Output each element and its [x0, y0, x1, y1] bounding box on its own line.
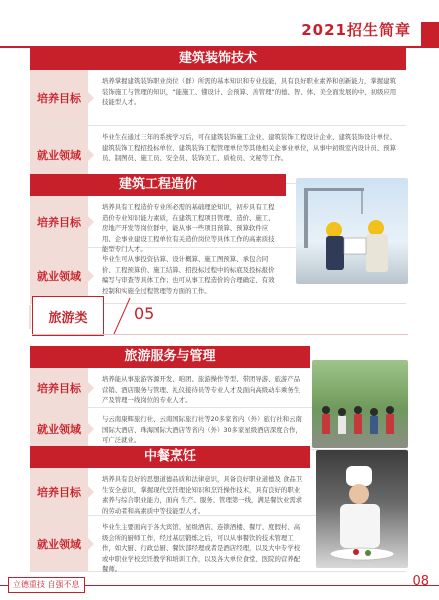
job-text: 毕业生主要面向于各大宾馆、星级酒店、连锁酒楼、餐厅、度假村、高级会所的厨师工作，经过基层锻炼之后，可以从事餐饮的技术管理工作，如大厨、行政总厨、餐饮部经理或者是酒店经理，以及大中专学校或中职业学校烹饪教学和培训工作，以及各大单位食堂、医院的营养配餐师。	[102, 523, 301, 573]
footer-motto: 立德重技 自强不息	[8, 577, 85, 593]
tour-group-photo	[312, 360, 408, 448]
goal-text: 培养具有工程造价专业所必需的基础理论知识，初步具有工程造价专业知识能力素质，在建筑工程项目管理、造价、施工、房地产开发等岗位群中，能从事一些项目预算、预算软件应用、企事业建设工程单位有关造价岗位等具体工作的高素质技能型专门人才。	[102, 203, 275, 253]
job-text: 与云南康辉旅行社、云南国际旅行社等20多家省内（外）旅行社和云南国际大酒店、珠海国际大酒店等省内（外）30多家星级酒店深度合作，可广泛就业。	[102, 415, 302, 444]
goal-text: 培养具有良好的思想道德品质和法律意识，具备良好职业道德及 食品卫生安全意识，掌握现代烹饪理论知识和烹饪操作技术，具有良好的职业素养与综合职业能力，面向 生产、服务、管理第一线，满足餐饮业需求的劳动者和高素质中等技能型人才。	[102, 475, 303, 515]
header-title: 2021招生简章	[301, 21, 411, 39]
goal-text: 培养能从事旅游客源开发、咱团、旅游操作等型、带团导游、旅游产品营销、酒店服务与管理、礼仪接待员等专业人才及面向高级动车乘务生产及管理一线岗位的专业人才。	[102, 375, 301, 404]
construction-workers-photo	[296, 178, 408, 284]
section-title: 中餐烹饪	[30, 446, 310, 468]
goal-text: 培养掌握建筑装饰职业岗位（群）所需的基本知识和专业技能，具有良好职业素养和创新能力，掌握建筑装饰施工与管理的知识，“能施工、懂设计、会预算、善管理”的德、智、体、美全面发展的中、初级应用技能型人才。	[102, 77, 397, 106]
job-text: 毕业生可从事投资估算、设计概算、施工图预算、承包合同价、工程预算价、施工结算、招投标过程中的标底及投标报价编写与审查等具体工作；也可从事工程造价的合理确定、有效控制和实施全过程管理等方面的工作。	[102, 255, 275, 295]
chef-photo	[316, 450, 408, 568]
job-label: 就业领域	[30, 516, 88, 571]
goal-label: 培养目标	[30, 196, 88, 247]
category-underline	[32, 334, 408, 335]
job-text: 毕业生在通过三年的系统学习后，可在建筑装饰施工企业、建筑装饰工程设计企业、建筑装饰设计单位、建筑装饰工程招投标单位、建筑装饰工程管理单位等其他相关企事业单位，从事中初级室内设计员、预算员、制图员、施工员、安全员、装饰美工、质检员、文秘等工作。	[102, 133, 396, 162]
chef-illustration	[316, 450, 408, 568]
page-number: 08	[412, 574, 429, 589]
page-header	[0, 14, 439, 42]
category-tourism	[32, 296, 408, 336]
category-divider-icon	[106, 296, 136, 336]
section-title: 建筑装饰技术	[30, 48, 406, 70]
job-label: 就业领域	[30, 408, 88, 449]
goal-label: 培养目标	[30, 70, 88, 125]
goal-row	[30, 70, 406, 126]
goal-label: 培养目标	[30, 468, 88, 515]
section-title: 建筑工程造价	[30, 174, 286, 196]
goal-label: 培养目标	[30, 368, 88, 407]
category-label: 旅游类	[32, 296, 104, 336]
construction-illustration	[296, 178, 408, 284]
section-building-decoration	[30, 48, 406, 184]
header-accent-block	[421, 22, 439, 46]
category-number: 05	[134, 304, 155, 323]
job-label: 就业领域	[30, 248, 88, 303]
tour-group-illustration	[312, 360, 408, 448]
job-label: 就业领域	[30, 126, 88, 183]
section-title: 旅游服务与管理	[30, 346, 310, 368]
